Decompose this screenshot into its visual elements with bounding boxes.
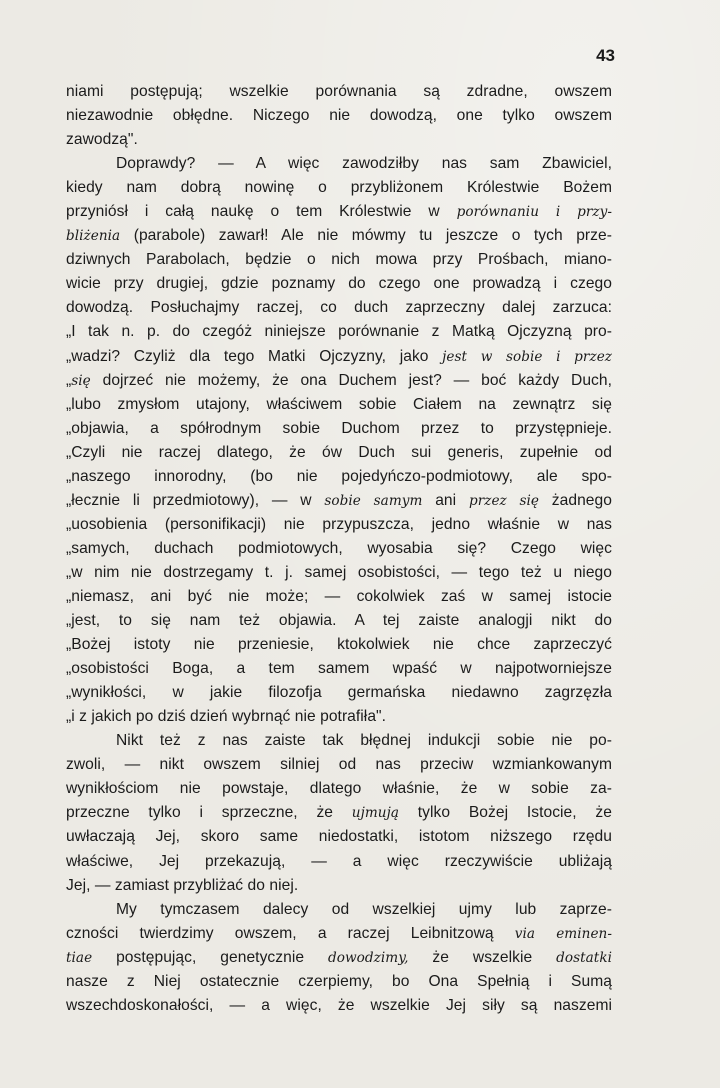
text-segment: „naszego innorodny, (bo nie pojedyńczo-podmiotowy, ale spo- [66, 467, 612, 485]
text-line [66, 705, 612, 729]
text-line [66, 393, 612, 417]
text-line [66, 369, 612, 393]
text-line [66, 417, 612, 441]
text-segment: „wynikłości, w jakie filozofja germańska niedawno zagrzęzła [66, 684, 612, 702]
text-segment: Doprawdy? — A więc zawodziłby nas sam Zbawiciel, [116, 155, 612, 173]
text-segment: wynikłościom nie powstaje, dlatego właśnie, że w sobie za- [66, 780, 612, 798]
text-segment: niami postępują; wszelkie porównania są zdradne, owszem [66, 83, 612, 100]
text-line [66, 970, 612, 994]
italic-text: dostatki [556, 949, 613, 966]
text-segment: (parabole) zawarł! Ale nie mówmy tu jeszcze o tych prze- [120, 227, 612, 245]
page-number: 43 [596, 46, 615, 65]
text-line [66, 994, 612, 1018]
text-segment: że wszelkie [408, 948, 557, 966]
text-segment: wicie przy drugiej, gdzie poznamy do czego one prowadzą i czego [66, 275, 612, 293]
text-segment: ani [422, 491, 469, 509]
text-segment: „ [66, 371, 72, 389]
body-text [66, 80, 612, 1018]
text-segment: „łecznie li przedmiotowy), — w [66, 491, 325, 509]
text-segment: „lubo zmysłom utajony, właściwem sobie Ciałem na zewnątrz się [66, 395, 612, 413]
text-line [66, 128, 612, 152]
text-segment: zwoli, — nikt owszem silniej od nas przeciw wzmiankowanym [66, 756, 612, 774]
text-segment: właściwe, Jej przekazują, — a więc rzeczywiście ubliżają [66, 852, 612, 870]
text-line [66, 946, 612, 970]
text-line [66, 345, 612, 369]
text-line [66, 657, 612, 681]
text-line [66, 874, 612, 898]
italic-text: jest w sobie i przez [442, 348, 613, 365]
text-line [66, 80, 612, 104]
text-segment: „wadzi? Czyliż dla tego Matki Ojczyzny, jako [66, 347, 443, 365]
text-segment: Nikt też z nas zaiste tak błędnej indukcji sobie nie po- [116, 732, 612, 750]
text-segment: „i z jakich po dziś dzień wybrnąć nie potrafiła". [66, 708, 387, 726]
text-segment: „samych, duchach podmiotowych, wyosabia się? Czego więc [66, 539, 612, 557]
text-segment: „w nim nie dostrzegamy t. j. samej osobistości, — tego też u niego [66, 563, 612, 581]
italic-text: przez się [468, 492, 540, 509]
text-line [66, 585, 612, 609]
text-line [66, 609, 612, 633]
text-segment: uwłaczają Jej, skoro same niedostatki, istotom niższego rzędu [66, 828, 612, 846]
text-line [66, 272, 612, 296]
text-segment: „I tak n. p. do czegóż niniejsze porównanie z Matką Ojczyzną pro- [66, 323, 612, 341]
text-line [66, 465, 612, 489]
italic-text: tiae [66, 949, 93, 966]
text-line [66, 152, 612, 176]
text-segment: czności twierdzimy owszem, a raczej Leibnitzową [66, 924, 515, 942]
text-segment: „uosobienia (personifikacji) nie przypuszcza, jedno właśnie w nas [66, 515, 612, 533]
text-line [66, 753, 612, 777]
text-segment: „objawia, a spółrodnym sobie Duchom przez to przystępnieje. [66, 419, 612, 437]
text-segment: dowodzą. Posłuchajmy raczej, co duch zaprzeczny dalej zarzuca: [66, 299, 612, 317]
text-segment: przyniósł i całą naukę o tem Królestwie w [66, 203, 457, 221]
text-segment: „Czyli nie raczej dlatego, że ów Duch sui generis, zupełnie od [66, 443, 612, 461]
text-line [66, 561, 612, 585]
text-line [66, 513, 612, 537]
text-line [66, 633, 612, 657]
text-line [66, 176, 612, 200]
text-line [66, 777, 612, 801]
text-line [66, 489, 612, 513]
text-line [66, 898, 612, 922]
text-segment: żadnego [539, 491, 612, 509]
text-segment: wszechdoskonałości, — a więc, że wszelkie Jej siły są naszemi [66, 996, 612, 1014]
text-segment: kiedy nam dobrą nowinę o przybliżonem Królestwie Bożem [66, 179, 612, 197]
italic-text: dowodzimy, [327, 949, 409, 966]
text-line [66, 850, 612, 874]
text-line [66, 320, 612, 344]
text-segment: My tymczasem dalecy od wszelkiej ujmy lub zaprze- [116, 900, 612, 918]
text-line [66, 681, 612, 705]
italic-text: porównaniu i przy- [456, 204, 612, 221]
italic-text: bliżenia [66, 228, 121, 245]
text-segment: „Bożej istoty nie przeniesie, ktokolwiek nie chce zaprzeczyć [66, 636, 612, 654]
text-line [66, 441, 612, 465]
text-segment: przeczne tylko i sprzeczne, że [66, 804, 352, 822]
text-line [66, 104, 612, 128]
text-segment: postępując, genetycznie [92, 948, 328, 966]
text-segment: dojrzeć nie możemy, że ona Duchem jest? — boć każdy Duch, [90, 371, 612, 389]
text-segment: „osobistości Boga, a tem samem wpaść w najpotworniejsze [66, 660, 612, 678]
text-line [66, 801, 612, 825]
text-line [66, 729, 612, 753]
text-line [66, 224, 612, 248]
text-segment: Jej, — zamiast przybliżać do niej. [66, 876, 299, 894]
italic-text: sobie samym [324, 492, 423, 509]
text-segment: tylko Bożej Istocie, że [399, 804, 612, 822]
text-segment: nasze z Niej ostatecznie czerpiemy, bo Ona Spełnią i Sumą [66, 972, 612, 990]
text-segment: „jest, to się nam też objawia. A tej zaiste analogji nikt do [66, 612, 612, 630]
text-line [66, 922, 612, 946]
italic-text: ujmują [351, 805, 400, 822]
text-segment: dziwnych Parabolach, będzie o nich mowa przy Prośbach, miano- [66, 251, 612, 269]
text-line [66, 825, 612, 849]
text-segment: „niemasz, ani być nie może; — cokolwiek zaś w samej istocie [66, 587, 612, 605]
text-segment: zawodzą". [66, 131, 138, 149]
text-line [66, 200, 612, 224]
text-line [66, 537, 612, 561]
italic-text: się [71, 372, 91, 389]
text-line [66, 248, 612, 272]
italic-text: via eminen- [514, 925, 612, 942]
text-segment: niezawodnie obłędne. Niczego nie dowodzą, one tylko owszem [66, 107, 612, 125]
text-line [66, 296, 612, 320]
